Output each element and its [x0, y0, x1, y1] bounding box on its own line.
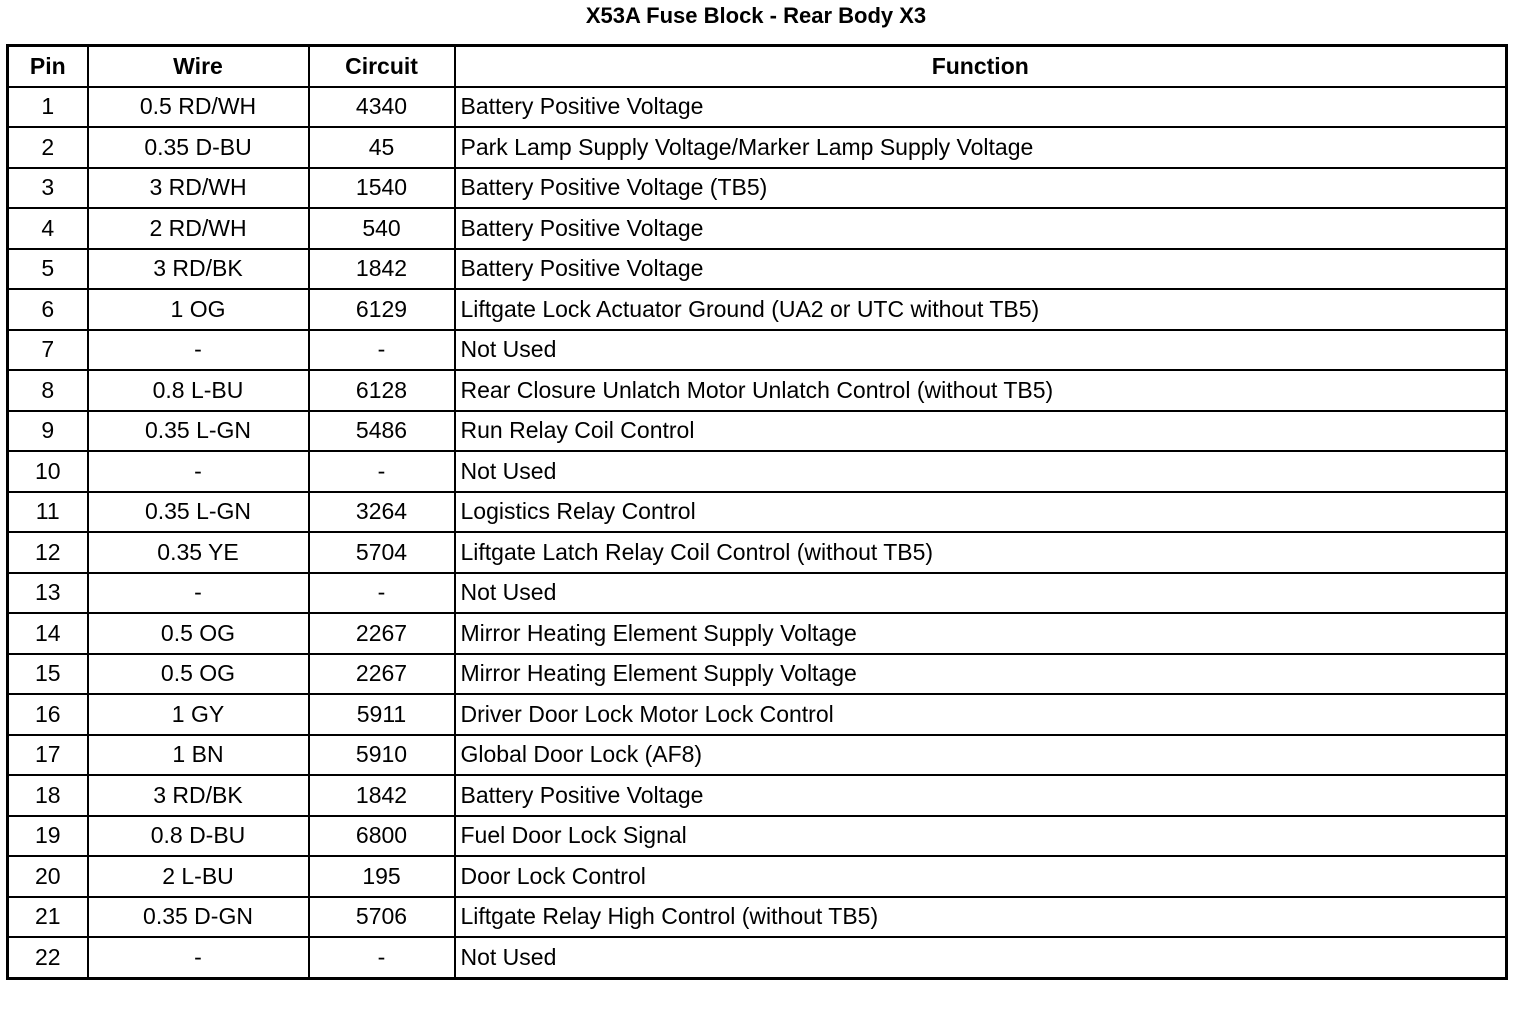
function-cell: Liftgate Latch Relay Coil Control (without TB5): [455, 532, 1507, 573]
wire-cell: 0.35 L-GN: [88, 492, 309, 533]
function-cell: Battery Positive Voltage: [455, 775, 1507, 816]
pin-cell: 2: [8, 127, 88, 168]
circuit-cell: 5704: [309, 532, 455, 573]
table-row: [8, 694, 1507, 735]
function-cell: Liftgate Relay High Control (without TB5): [455, 897, 1507, 938]
function-cell: Logistics Relay Control: [455, 492, 1507, 533]
pin-cell: 3: [8, 168, 88, 209]
circuit-cell: 6800: [309, 816, 455, 857]
circuit-cell: -: [309, 937, 455, 978]
circuit-cell: 5911: [309, 694, 455, 735]
circuit-cell: 540: [309, 208, 455, 249]
function-cell: Fuel Door Lock Signal: [455, 816, 1507, 857]
table-row: [8, 249, 1507, 290]
function-cell: Run Relay Coil Control: [455, 411, 1507, 452]
table-row: [8, 451, 1507, 492]
table-row: [8, 856, 1507, 897]
table-row: [8, 532, 1507, 573]
pin-cell: 16: [8, 694, 88, 735]
pin-cell: 15: [8, 654, 88, 695]
table-row: [8, 127, 1507, 168]
wire-cell: 3 RD/BK: [88, 775, 309, 816]
page-title: X53A Fuse Block - Rear Body X3: [585, 3, 927, 28]
circuit-cell: 1842: [309, 249, 455, 290]
function-cell: Not Used: [455, 937, 1507, 978]
column-header-circuit: Circuit: [309, 46, 455, 87]
function-cell: Not Used: [455, 330, 1507, 371]
table-row: [8, 937, 1507, 978]
pin-cell: 19: [8, 816, 88, 857]
circuit-cell: 6129: [309, 289, 455, 330]
circuit-cell: -: [309, 573, 455, 614]
wire-cell: 0.35 D-BU: [88, 127, 309, 168]
table-row: [8, 492, 1507, 533]
column-header-pin: Pin: [8, 46, 88, 87]
wire-cell: 1 GY: [88, 694, 309, 735]
wire-cell: 0.35 YE: [88, 532, 309, 573]
wire-cell: -: [88, 451, 309, 492]
pin-cell: 4: [8, 208, 88, 249]
circuit-cell: 5910: [309, 735, 455, 776]
table-row: [8, 330, 1507, 371]
circuit-cell: -: [309, 451, 455, 492]
function-cell: Door Lock Control: [455, 856, 1507, 897]
table-row: [8, 573, 1507, 614]
table-row: [8, 897, 1507, 938]
circuit-cell: 6128: [309, 370, 455, 411]
wire-cell: 0.35 L-GN: [88, 411, 309, 452]
pin-cell: 5: [8, 249, 88, 290]
function-cell: Mirror Heating Element Supply Voltage: [455, 613, 1507, 654]
column-header-wire: Wire: [88, 46, 309, 87]
pin-cell: 8: [8, 370, 88, 411]
table-row: [8, 411, 1507, 452]
pin-cell: 22: [8, 937, 88, 978]
function-cell: Battery Positive Voltage: [455, 249, 1507, 290]
circuit-cell: 2267: [309, 613, 455, 654]
circuit-cell: -: [309, 330, 455, 371]
table-row: [8, 87, 1507, 128]
circuit-cell: 2267: [309, 654, 455, 695]
table-row: [8, 289, 1507, 330]
circuit-cell: 3264: [309, 492, 455, 533]
pin-cell: 6: [8, 289, 88, 330]
function-cell: Not Used: [455, 451, 1507, 492]
pin-cell: 12: [8, 532, 88, 573]
circuit-cell: 1842: [309, 775, 455, 816]
wire-cell: 3 RD/WH: [88, 168, 309, 209]
circuit-cell: 5706: [309, 897, 455, 938]
pin-cell: 14: [8, 613, 88, 654]
pin-cell: 20: [8, 856, 88, 897]
function-cell: Rear Closure Unlatch Motor Unlatch Control (without TB5): [455, 370, 1507, 411]
wire-cell: -: [88, 937, 309, 978]
wire-cell: 1 BN: [88, 735, 309, 776]
table-row: [8, 654, 1507, 695]
wire-cell: -: [88, 573, 309, 614]
table-row: [8, 208, 1507, 249]
table-row: [8, 735, 1507, 776]
function-cell: Liftgate Lock Actuator Ground (UA2 or UTC without TB5): [455, 289, 1507, 330]
function-cell: Battery Positive Voltage: [455, 87, 1507, 128]
wire-cell: 0.5 OG: [88, 654, 309, 695]
function-cell: Battery Positive Voltage (TB5): [455, 168, 1507, 209]
pinout-table: [6, 44, 1508, 980]
table-row: [8, 370, 1507, 411]
table-body: [8, 87, 1507, 979]
pin-cell: 17: [8, 735, 88, 776]
function-cell: Not Used: [455, 573, 1507, 614]
pin-cell: 21: [8, 897, 88, 938]
wire-cell: 0.5 RD/WH: [88, 87, 309, 128]
wire-cell: 0.5 OG: [88, 613, 309, 654]
function-cell: Mirror Heating Element Supply Voltage: [455, 654, 1507, 695]
pin-cell: 9: [8, 411, 88, 452]
wire-cell: 2 RD/WH: [88, 208, 309, 249]
header-row: [8, 46, 1507, 87]
function-cell: Battery Positive Voltage: [455, 208, 1507, 249]
pin-cell: 10: [8, 451, 88, 492]
table-row: [8, 816, 1507, 857]
wire-cell: 2 L-BU: [88, 856, 309, 897]
wire-cell: 0.8 L-BU: [88, 370, 309, 411]
pin-cell: 13: [8, 573, 88, 614]
function-cell: Global Door Lock (AF8): [455, 735, 1507, 776]
function-cell: Park Lamp Supply Voltage/Marker Lamp Supply Voltage: [455, 127, 1507, 168]
pin-cell: 7: [8, 330, 88, 371]
function-cell: Driver Door Lock Motor Lock Control: [455, 694, 1507, 735]
pin-cell: 11: [8, 492, 88, 533]
circuit-cell: 45: [309, 127, 455, 168]
wire-cell: -: [88, 330, 309, 371]
circuit-cell: 195: [309, 856, 455, 897]
circuit-cell: 1540: [309, 168, 455, 209]
wire-cell: 3 RD/BK: [88, 249, 309, 290]
wire-cell: 0.35 D-GN: [88, 897, 309, 938]
wire-cell: 1 OG: [88, 289, 309, 330]
circuit-cell: 5486: [309, 411, 455, 452]
pin-cell: 18: [8, 775, 88, 816]
wire-cell: 0.8 D-BU: [88, 816, 309, 857]
pin-cell: 1: [8, 87, 88, 128]
table-row: [8, 168, 1507, 209]
circuit-cell: 4340: [309, 87, 455, 128]
table-row: [8, 613, 1507, 654]
table-row: [8, 775, 1507, 816]
column-header-function: Function: [455, 46, 1507, 87]
